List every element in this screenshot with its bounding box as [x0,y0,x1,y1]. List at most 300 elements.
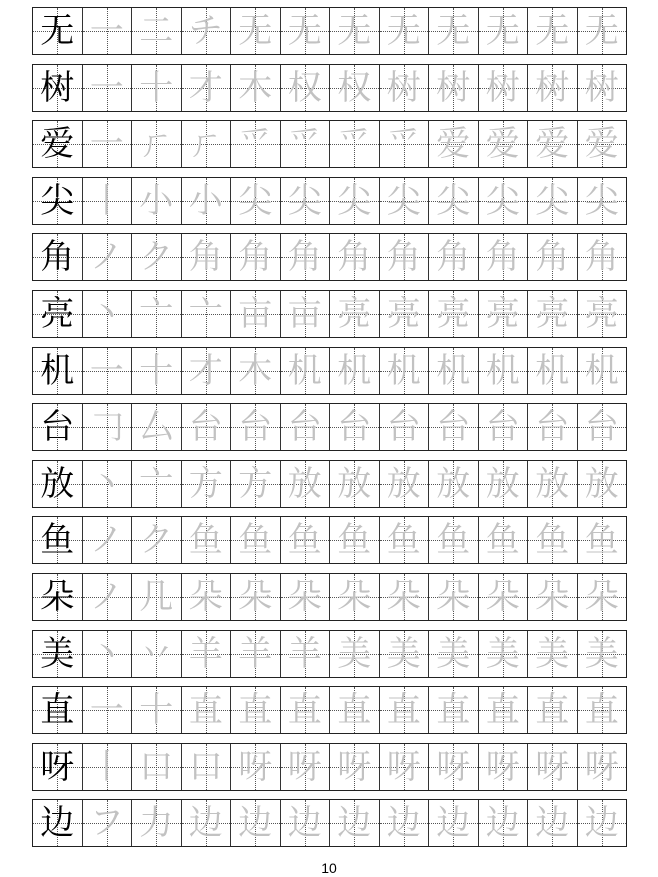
stroke-step-character: 鱼 [485,520,520,561]
stroke-step-character: 十 [139,690,174,731]
stroke-step-character: 放 [436,463,471,504]
trace-cell [131,461,181,507]
trace-cell [379,631,429,677]
stroke-step-character: 亮 [584,293,619,334]
trace-cell [280,404,330,450]
trace-cell [478,461,528,507]
trace-cell [181,8,231,54]
trace-cell [181,687,231,733]
trace-cell [478,631,528,677]
stroke-step-character: 无 [287,11,322,51]
trace-cell [478,348,528,394]
stroke-step-character: 权 [287,67,322,108]
trace-cell [478,65,528,111]
trace-cell [428,744,478,790]
trace-cell [329,800,379,846]
trace-cell [379,744,429,790]
stroke-step-character: ノ [89,237,124,278]
model-cell [33,121,82,167]
trace-cell [329,234,379,280]
stroke-step-character: 爫 [386,124,421,165]
trace-cell [428,65,478,111]
trace-cell [329,178,379,224]
stroke-step-character: 美 [337,633,372,674]
trace-cell [577,291,627,337]
stroke-step-character: 十 [139,67,174,108]
stroke-step-character: 朵 [535,576,570,617]
trace-cell [131,234,181,280]
stroke-step-character: 朵 [337,576,372,617]
stroke-step-character: 边 [337,803,372,844]
trace-cell [131,744,181,790]
trace-cell [527,234,577,280]
model-cell [33,800,82,846]
trace-cell [577,65,627,111]
trace-cell [280,631,330,677]
stroke-step-character: 一 [89,350,124,391]
trace-cell [181,631,231,677]
trace-cell [527,348,577,394]
character-row [32,7,627,55]
stroke-step-character: 鱼 [535,520,570,561]
model-cell [33,404,82,450]
stroke-step-character: 丷 [139,633,174,674]
model-character: 无 [40,11,75,51]
trace-cell [577,121,627,167]
trace-cell [379,574,429,620]
trace-cell [82,574,132,620]
stroke-step-character: 鱼 [287,520,322,561]
stroke-step-character: 朵 [485,576,520,617]
stroke-step-character: 爫 [287,124,322,165]
trace-cell [230,291,280,337]
trace-cell [428,517,478,563]
trace-cell [230,517,280,563]
stroke-step-character: 台 [287,407,322,448]
model-cell [33,744,82,790]
trace-cell [527,744,577,790]
stroke-step-character: 台 [188,407,223,448]
stroke-step-character: 几 [139,576,174,617]
stroke-step-character: 尖 [337,180,372,221]
stroke-step-character: 口 [188,746,223,787]
stroke-step-character: 台 [238,407,273,448]
stroke-step-character: フ [89,803,124,844]
trace-cell [478,687,528,733]
trace-cell [577,744,627,790]
trace-cell [181,65,231,111]
stroke-step-character: 放 [287,463,322,504]
stroke-step-character: 呀 [485,746,520,787]
trace-cell [131,574,181,620]
character-row [32,686,627,734]
trace-cell [181,574,231,620]
stroke-step-character: 放 [584,463,619,504]
trace-cell [230,461,280,507]
stroke-step-character: 亮 [535,293,570,334]
stroke-step-character: 方 [188,463,223,504]
trace-cell [230,744,280,790]
stroke-step-character: 口 [139,746,174,787]
stroke-step-character: 呀 [386,746,421,787]
trace-cell [230,348,280,394]
character-row [32,630,627,678]
stroke-step-character: 机 [337,350,372,391]
stroke-step-character: ノ [89,576,124,617]
stroke-step-character: 亮 [386,293,421,334]
trace-cell [577,8,627,54]
model-cell [33,517,82,563]
stroke-step-character: 朵 [188,576,223,617]
stroke-step-character: 尖 [535,180,570,221]
stroke-step-character: 鱼 [584,520,619,561]
model-cell [33,65,82,111]
stroke-step-character: 无 [436,11,471,51]
trace-cell [181,744,231,790]
stroke-step-character: 边 [386,803,421,844]
trace-cell [527,121,577,167]
stroke-step-character: 二 [139,11,174,51]
stroke-step-character: 放 [485,463,520,504]
stroke-step-character: ㄏ [139,124,174,165]
trace-cell [82,687,132,733]
trace-cell [82,348,132,394]
stroke-step-character: 尖 [584,180,619,221]
trace-cell [329,687,379,733]
model-cell [33,178,82,224]
stroke-step-character: 直 [238,690,273,731]
stroke-step-character: 美 [535,633,570,674]
model-cell [33,8,82,54]
trace-cell [428,348,478,394]
stroke-step-character: 朵 [386,576,421,617]
stroke-step-character: 直 [535,690,570,731]
stroke-step-character: 鱼 [436,520,471,561]
stroke-step-character: 台 [535,407,570,448]
model-cell [33,291,82,337]
model-character: 机 [40,350,75,391]
stroke-step-character: 羊 [287,633,322,674]
stroke-step-character: 台 [386,407,421,448]
stroke-step-character: 放 [386,463,421,504]
model-cell [33,348,82,394]
stroke-step-character: ノ [89,520,124,561]
stroke-step-character: 一 [89,124,124,165]
trace-cell [577,574,627,620]
stroke-step-character: 角 [436,237,471,278]
character-row [32,743,627,791]
stroke-step-character: 美 [386,633,421,674]
trace-cell [131,348,181,394]
trace-cell [280,121,330,167]
model-character: 朵 [40,576,75,617]
trace-cell [527,178,577,224]
stroke-step-character: 厶 [139,407,174,448]
model-character: 呀 [40,746,75,787]
trace-cell [527,574,577,620]
stroke-step-character: 羊 [238,633,273,674]
trace-cell [181,348,231,394]
stroke-step-character: 方 [238,463,273,504]
stroke-step-character: 爱 [584,124,619,165]
stroke-step-character: 才 [188,350,223,391]
stroke-step-character: 一 [89,11,124,51]
trace-cell [181,517,231,563]
trace-cell [82,461,132,507]
stroke-step-character: 台 [436,407,471,448]
trace-cell [131,800,181,846]
stroke-step-character: 木 [238,350,273,391]
trace-cell [527,517,577,563]
model-character: 树 [40,67,75,108]
trace-cell [527,65,577,111]
stroke-step-character: 朵 [436,576,471,617]
trace-cell [329,348,379,394]
stroke-step-character: 一 [89,67,124,108]
trace-cell [379,178,429,224]
stroke-step-character: 角 [584,237,619,278]
stroke-step-character: 美 [584,633,619,674]
stroke-step-character: 十 [139,350,174,391]
stroke-step-character: 角 [238,237,273,278]
stroke-step-character: 丶 [89,463,124,504]
trace-cell [478,800,528,846]
stroke-step-character: 机 [287,350,322,391]
trace-cell [478,291,528,337]
model-character: 爱 [40,124,75,165]
stroke-step-character: 边 [188,803,223,844]
stroke-step-character: 机 [436,350,471,391]
stroke-step-character: 鱼 [337,520,372,561]
model-character: 尖 [40,180,75,221]
stroke-step-character: 台 [584,407,619,448]
trace-cell [181,291,231,337]
trace-cell [131,687,181,733]
trace-cell [230,234,280,280]
trace-cell [181,461,231,507]
stroke-step-character: 角 [188,237,223,278]
trace-cell [577,461,627,507]
trace-cell [527,687,577,733]
stroke-step-character: 爱 [535,124,570,165]
model-cell [33,687,82,733]
stroke-step-character: 尖 [386,180,421,221]
stroke-step-character: 树 [485,67,520,108]
trace-cell [379,348,429,394]
stroke-step-character: 无 [238,11,273,51]
stroke-step-character: 鱼 [238,520,273,561]
stroke-step-character: 直 [188,690,223,731]
model-cell [33,574,82,620]
trace-cell [577,348,627,394]
trace-cell [82,178,132,224]
trace-cell [131,517,181,563]
trace-cell [82,744,132,790]
stroke-step-character: 角 [386,237,421,278]
trace-cell [478,517,528,563]
trace-cell [428,178,478,224]
stroke-step-character: 放 [337,463,372,504]
trace-cell [379,65,429,111]
stroke-step-character: 力 [139,803,174,844]
model-character: 角 [40,237,75,278]
stroke-step-character: 台 [337,407,372,448]
trace-cell [131,65,181,111]
stroke-step-character: 朵 [238,576,273,617]
trace-cell [230,404,280,450]
character-row [32,460,627,508]
trace-cell [379,800,429,846]
stroke-step-character: 边 [535,803,570,844]
character-row [32,177,627,225]
trace-cell [230,121,280,167]
trace-cell [230,574,280,620]
stroke-step-character: 树 [386,67,421,108]
model-character: 台 [40,407,75,448]
trace-cell [280,348,330,394]
stroke-step-character: 丨 [89,746,124,787]
stroke-step-character: 呀 [535,746,570,787]
model-character: 直 [40,690,75,731]
stroke-step-character: 尖 [485,180,520,221]
trace-cell [379,234,429,280]
trace-cell [280,517,330,563]
trace-cell [280,8,330,54]
trace-cell [478,744,528,790]
trace-cell [329,121,379,167]
stroke-step-character: 台 [485,407,520,448]
stroke-step-character: 鱼 [188,520,223,561]
trace-cell [280,744,330,790]
trace-cell [577,517,627,563]
trace-cell [577,404,627,450]
stroke-step-character: 边 [436,803,471,844]
stroke-step-character: 机 [386,350,421,391]
trace-cell [131,631,181,677]
character-row [32,403,627,451]
stroke-step-character: 呀 [436,746,471,787]
trace-cell [527,800,577,846]
trace-cell [379,517,429,563]
page-number: 10 [321,860,337,876]
stroke-step-character: 机 [584,350,619,391]
stroke-step-character: 角 [337,237,372,278]
model-character: 边 [40,803,75,844]
character-row [32,290,627,338]
trace-cell [527,291,577,337]
trace-cell [181,800,231,846]
stroke-step-character: 直 [584,690,619,731]
trace-cell [82,234,132,280]
stroke-step-character: 亩 [287,293,322,334]
stroke-step-character: 机 [485,350,520,391]
trace-cell [428,291,478,337]
trace-cell [280,800,330,846]
stroke-step-character: 亮 [337,293,372,334]
character-row [32,64,627,112]
stroke-step-character: 木 [238,67,273,108]
stroke-step-character: 无 [386,11,421,51]
trace-cell [379,121,429,167]
trace-cell [577,800,627,846]
trace-cell [428,687,478,733]
trace-cell [428,404,478,450]
stroke-step-character: 羊 [188,633,223,674]
trace-cell [181,234,231,280]
stroke-step-character: 无 [485,11,520,51]
trace-cell [478,574,528,620]
model-cell [33,461,82,507]
trace-cell [329,631,379,677]
trace-cell [428,631,478,677]
model-cell [33,234,82,280]
character-row [32,799,627,847]
model-character: 美 [40,633,75,674]
trace-cell [82,631,132,677]
stroke-step-character: 亮 [436,293,471,334]
stroke-step-character: 直 [337,690,372,731]
trace-cell [379,461,429,507]
stroke-step-character: 直 [485,690,520,731]
stroke-step-character: 放 [535,463,570,504]
stroke-step-character: 无 [584,11,619,51]
stroke-step-character: 呀 [584,746,619,787]
stroke-step-character: 无 [337,11,372,51]
stroke-step-character: 朵 [287,576,322,617]
trace-cell [577,687,627,733]
trace-cell [329,461,379,507]
trace-cell [280,461,330,507]
trace-cell [527,404,577,450]
trace-cell [82,65,132,111]
trace-cell [82,800,132,846]
stroke-step-character: チ [188,11,223,51]
trace-cell [131,121,181,167]
character-row [32,347,627,395]
trace-cell [82,517,132,563]
stroke-step-character: 爫 [238,124,273,165]
trace-cell [230,631,280,677]
trace-cell [280,687,330,733]
trace-cell [428,121,478,167]
trace-cell [131,291,181,337]
trace-cell [478,178,528,224]
stroke-step-character: 亮 [485,293,520,334]
character-row [32,573,627,621]
stroke-step-character: 边 [485,803,520,844]
stroke-step-character: 直 [287,690,322,731]
stroke-step-character: 权 [337,67,372,108]
trace-cell [82,291,132,337]
stroke-step-character: 亠 [139,293,174,334]
trace-cell [329,574,379,620]
stroke-step-character: 爱 [436,124,471,165]
trace-cell [478,8,528,54]
trace-cell [428,8,478,54]
stroke-step-character: 尖 [287,180,322,221]
model-character: 鱼 [40,520,75,561]
stroke-step-character: 呀 [287,746,322,787]
trace-cell [329,65,379,111]
trace-cell [428,800,478,846]
trace-cell [527,631,577,677]
stroke-step-character: 边 [238,803,273,844]
trace-cell [82,404,132,450]
stroke-step-character: 边 [584,803,619,844]
trace-cell [131,178,181,224]
stroke-step-character: 爱 [485,124,520,165]
stroke-step-character: 直 [436,690,471,731]
